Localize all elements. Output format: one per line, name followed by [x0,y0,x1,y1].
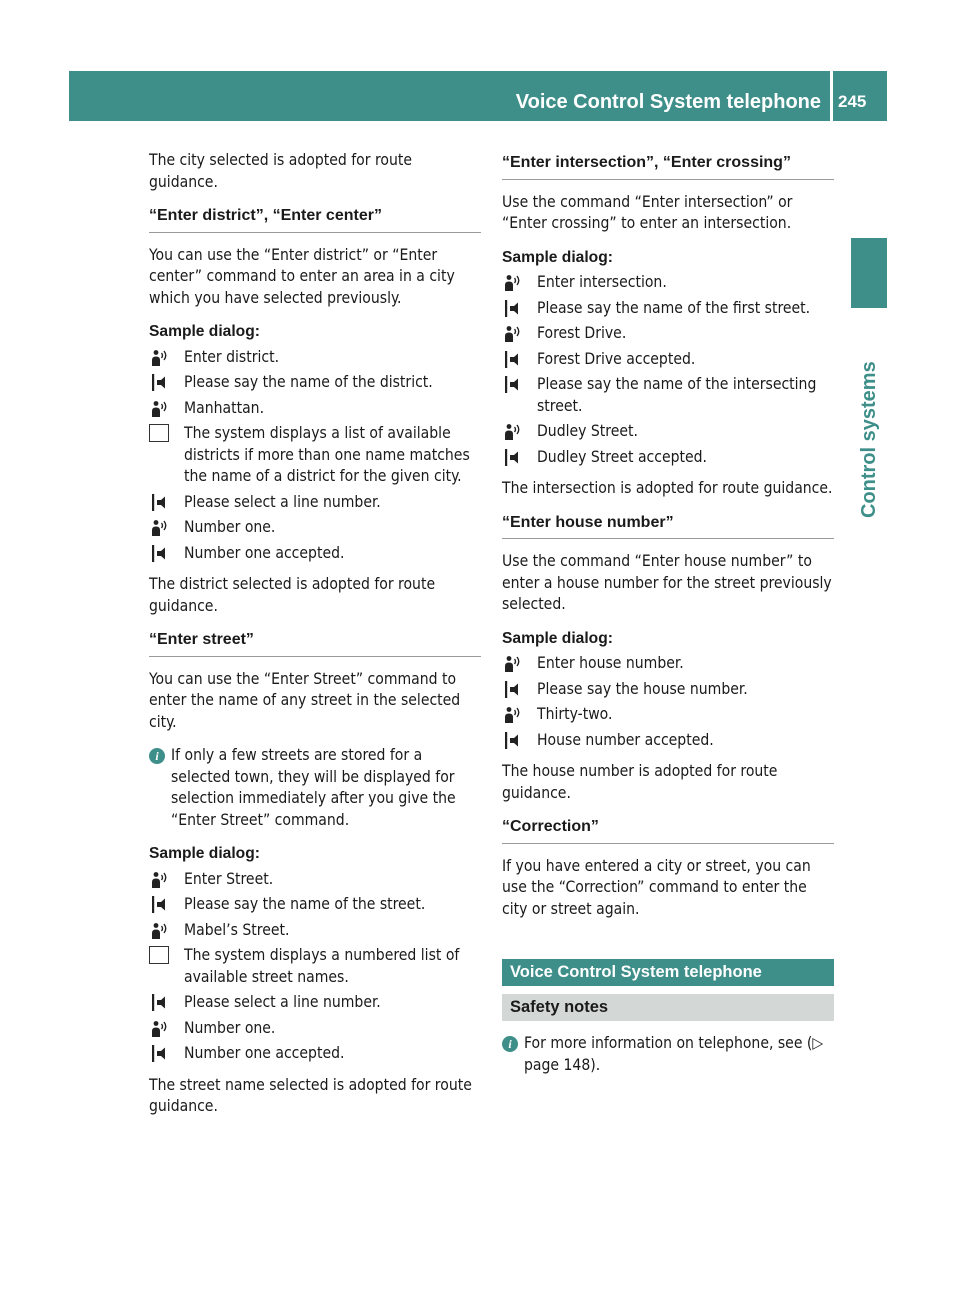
dialog-line [149,869,481,891]
dialog-line-text: Enter district. [184,347,280,366]
display-icon [149,424,169,442]
dialog-line-text: Please say the name of the first street. [537,298,811,317]
heading-enter-intersection: “Enter intersection”, “Enter crossing” [502,152,834,180]
dialog-line [149,1043,481,1065]
dialog-line [149,894,481,916]
dialog-line [149,945,481,988]
paragraph: If you have entered a city or street, you can use the “Correction” command to enter the city or street again. [502,856,811,918]
display-icon [149,946,169,964]
speaker-icon [149,348,169,367]
voice-system-icon [149,373,169,392]
paragraph: The city selected is adopted for route guidance. [149,151,413,191]
dialog-line-text: Manhattan. [184,398,265,417]
speaker-icon [149,399,169,418]
dialog-line [149,920,481,942]
dialog-list [149,869,481,1065]
dialog-list [149,347,481,565]
dialog-line-text: Thirty-two. [537,705,613,723]
voice-system-icon [149,993,169,1012]
sample-dialog-label: Sample dialog: [502,248,613,266]
dialog-line [502,653,834,675]
dialog-line-text: Please say the house number. [537,679,748,698]
dialog-line [149,398,481,420]
paragraph: You can use the “Enter Street” command to enter the name of any street in the selected city. [149,669,461,731]
dialog-line-text: Please say the name of the street. [184,895,426,913]
dialog-line-text: The system displays a list of available districts if more than one name matches the name of a district for the given city. [184,424,470,485]
section-title-bar: Voice Control System telephone [502,959,834,986]
heading-correction: “Correction” [502,816,834,844]
dialog-line [502,349,834,371]
voice-system-icon [149,1044,169,1063]
dialog-line-text: Mabel’s Street. [184,920,290,939]
sample-dialog-label: Sample dialog: [502,629,613,647]
info-note [149,745,481,831]
paragraph: The intersection is adopted for route guidance. [502,479,833,497]
dialog-line-text: Forest Drive. [537,324,627,342]
voice-system-icon [149,493,169,512]
dialog-line-text: Number one. [184,1018,276,1037]
page-header-title: Voice Control System telephone [515,91,821,113]
paragraph: The street name selected is adopted for route guidance. [149,1075,472,1115]
dialog-line [149,517,481,539]
section-tab-marker [851,238,887,308]
dialog-line [502,730,834,752]
dialog-line-text: Please select a line number. [184,993,381,1011]
dialog-list [502,272,834,468]
dialog-line-text: Dudley Street. [537,422,638,440]
heading-enter-street: “Enter street” [149,629,481,657]
dialog-line-text: Number one. [184,518,276,536]
dialog-line [502,679,834,701]
paragraph: Use the command “Enter intersection” or “Enter crossing” to enter an intersection. [502,192,793,232]
dialog-line-text: House number accepted. [537,730,714,749]
dialog-line-text: Please say the name of the district. [184,373,433,391]
voice-system-icon [502,375,522,394]
dialog-line [502,421,834,443]
paragraph: The house number is adopted for route guidance. [502,762,778,802]
dialog-line [149,492,481,514]
heading-enter-district: “Enter district”, “Enter center” [149,205,481,233]
page-number: 245 [838,92,867,111]
dialog-line [502,374,834,417]
speaker-icon [502,273,522,292]
dialog-line [502,298,834,320]
speaker-icon [149,921,169,940]
dialog-line [502,272,834,294]
dialog-line-text: The system displays a numbered list of available street names. [184,946,460,986]
dialog-line-text: Number one accepted. [184,1044,345,1062]
paragraph: You can use the “Enter district” or “Enter center” command to enter an area in a city which you have selected previously. [149,245,455,307]
dialog-line-text: Enter Street. [184,869,274,888]
sample-dialog-label: Sample dialog: [149,845,260,862]
dialog-line [149,423,481,488]
dialog-line [502,704,834,726]
dialog-line [149,347,481,369]
paragraph: The district selected is adopted for route guidance. [149,575,436,615]
speaker-icon [149,870,169,889]
speaker-icon [502,705,522,724]
dialog-line-text: Please say the name of the intersecting street. [537,375,817,415]
voice-system-icon [502,680,522,699]
info-icon: i [502,1036,518,1052]
dialog-line-text: Number one accepted. [184,543,345,562]
voice-system-icon [502,350,522,369]
right-column [502,150,834,1088]
speaker-icon [149,1019,169,1038]
voice-system-icon [502,731,522,750]
dialog-line-text: Enter house number. [537,654,684,672]
speaker-icon [149,518,169,537]
dialog-line [502,323,834,345]
info-note [502,1033,834,1076]
dialog-line-text: Dudley Street accepted. [537,447,708,466]
voice-system-icon [502,448,522,467]
speaker-icon [502,654,522,673]
dialog-line [149,992,481,1014]
speaker-icon [502,422,522,441]
heading-enter-house-number: “Enter house number” [502,512,834,540]
left-column [149,150,481,1130]
section-tab-label: Control systems [858,361,880,518]
section-tab [851,318,887,518]
info-note-text: If only a few streets are stored for a selected town, they will be displayed for selection immediately after you give the “Enter Street” command. [171,746,456,829]
speaker-icon [502,324,522,343]
voice-system-icon [502,299,522,318]
voice-system-icon [149,544,169,563]
dialog-line [502,447,834,469]
info-note-text: For more information on telephone, see (▷ page 148). [524,1034,824,1074]
dialog-line [149,372,481,394]
header-divider [830,71,833,121]
dialog-line-text: Please select a line number. [184,492,381,511]
dialog-list [502,653,834,751]
dialog-line-text: Forest Drive accepted. [537,349,696,368]
subsection-title-bar: Safety notes [502,994,834,1021]
info-icon: i [149,748,165,764]
dialog-line [149,1018,481,1040]
voice-system-icon [149,895,169,914]
dialog-line-text: Enter intersection. [537,273,667,291]
paragraph: Use the command “Enter house number” to enter a house number for the street previously selected. [502,552,832,613]
dialog-line [149,543,481,565]
sample-dialog-label: Sample dialog: [149,323,260,340]
